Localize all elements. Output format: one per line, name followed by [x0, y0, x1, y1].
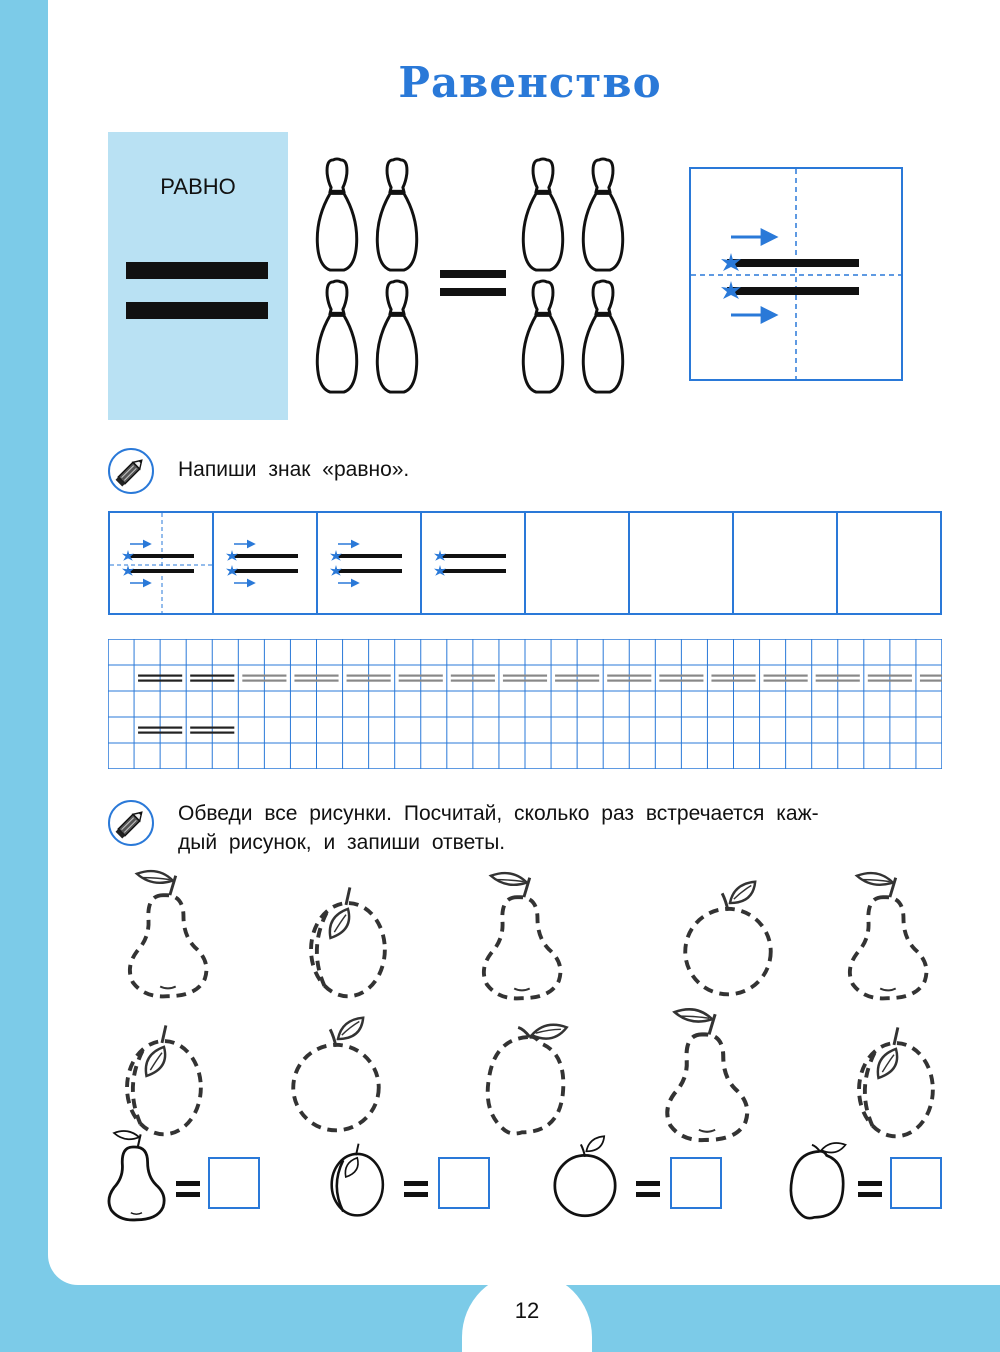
task1-instruction: Напиши знак «равно».	[178, 458, 410, 481]
fruit-tracing-area	[100, 866, 960, 1146]
practice-grid[interactable]	[108, 639, 942, 769]
task2-instruction-line1: Обведи все рисунки. Посчитай, сколько раз встречается каж-	[178, 802, 819, 825]
pencil-icon	[116, 809, 146, 839]
bowling-pin-icon	[523, 281, 562, 392]
equals-sign-panel	[108, 132, 288, 420]
empty-writing-cell[interactable]	[526, 513, 630, 613]
task2-pencil-badge	[108, 800, 154, 846]
equals-bar-bottom	[126, 302, 268, 319]
grid-equals-sign	[920, 675, 942, 682]
bowling-pin-icon	[377, 159, 416, 270]
equation-equals-top	[440, 270, 506, 278]
task2-instruction-line2: дый рисунок, и запиши ответы.	[178, 831, 506, 854]
bowling-pin-icon	[317, 281, 356, 392]
task1-pencil-badge	[108, 448, 154, 494]
lemon-icon	[791, 1143, 846, 1218]
pear-icon[interactable]	[484, 873, 561, 998]
plum-icon[interactable]	[859, 1027, 933, 1136]
page-title: Равенство	[398, 58, 662, 107]
apple-icon[interactable]	[293, 1018, 378, 1131]
apple-icon[interactable]	[685, 882, 770, 995]
bowling-pin-icon	[583, 159, 622, 270]
tracing-cell[interactable]	[214, 513, 318, 613]
lemon-icon[interactable]	[488, 1025, 567, 1134]
empty-writing-cell[interactable]	[734, 513, 838, 613]
bowling-pin-equation	[300, 150, 640, 400]
answer-equals-signs	[176, 1181, 882, 1197]
empty-writing-cell[interactable]	[838, 513, 940, 613]
pear-icon	[109, 1131, 164, 1220]
plum-icon[interactable]	[311, 887, 385, 996]
tracing-cell[interactable]	[110, 513, 214, 613]
apple-icon	[555, 1136, 615, 1216]
pear-icon[interactable]	[130, 871, 207, 996]
answer-box-apples[interactable]	[670, 1157, 722, 1209]
page-number: 12	[514, 1298, 540, 1323]
pencil-icon	[116, 457, 146, 487]
tracing-cell[interactable]	[422, 513, 526, 613]
answer-box-lemons[interactable]	[890, 1157, 942, 1209]
plum-icon	[332, 1144, 383, 1216]
plum-icon[interactable]	[127, 1025, 201, 1134]
writing-guide-box	[689, 167, 903, 381]
pear-icon[interactable]	[667, 1009, 747, 1140]
answer-box-pears[interactable]	[208, 1157, 260, 1209]
bowling-pin-icon	[317, 159, 356, 270]
answer-box-plums[interactable]	[438, 1157, 490, 1209]
equals-word: РАВНО	[160, 174, 236, 199]
empty-writing-cell[interactable]	[630, 513, 734, 613]
bowling-pin-icon	[377, 281, 416, 392]
tracing-cell[interactable]	[318, 513, 422, 613]
equals-bar-top	[126, 262, 268, 279]
pear-icon[interactable]	[850, 873, 927, 998]
bowling-pin-icon	[523, 159, 562, 270]
bowling-pin-icon	[583, 281, 622, 392]
equation-equals-bottom	[440, 288, 506, 296]
equals-tracing-cells	[108, 511, 942, 615]
